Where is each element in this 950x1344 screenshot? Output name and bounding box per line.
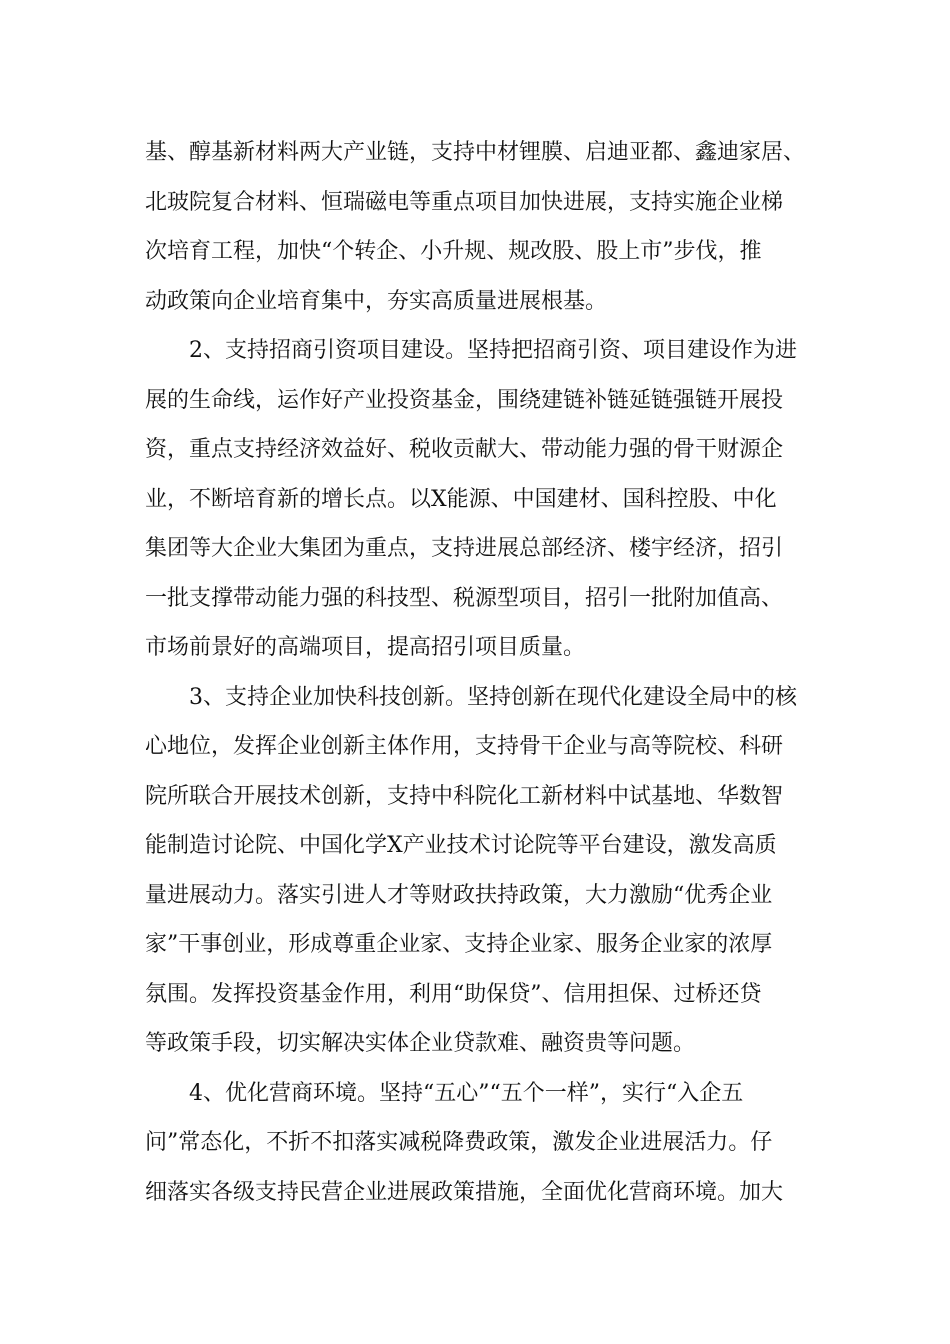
text-line: 一批支撑带动能力强的科技型、税源型项目，招引一批附加值高、	[145, 585, 784, 611]
text-line: 集团等大企业大集团为重点，支持进展总部经济、楼宇经济，招引	[145, 536, 784, 561]
text-line: 细落实各级支持民营企业进展政策措施，全面优化营商环境。加大	[145, 1179, 784, 1205]
text-line: 2、支持招商引资项目建设。坚持把招商引资、项目建设作为进	[189, 338, 797, 363]
text-line: 业，不断培育新的增长点。以X能源、中国建材、国科控股、中化	[145, 486, 777, 512]
text-line: 3、支持企业加快科技创新。坚持创新在现代化建设全局中的核	[189, 684, 797, 710]
text-line: 北玻院复合材料、恒瑞磁电等重点项目加快进展，支持实施企业梯	[145, 189, 784, 215]
text-line: 心地位，发挥企业创新主体作用，支持骨干企业与高等院校、科研	[145, 734, 784, 759]
text-line: 问”常态化，不折不扣落实减税降费政策，激发企业进展活力。仔	[145, 1130, 773, 1155]
text-line: 动政策向企业培育集中，夯实高质量进展根基。	[145, 288, 608, 314]
text-line: 氛围。发挥投资基金作用，利用“助保贷”、信用担保、过桥还贷	[145, 981, 762, 1007]
text-line: 基、醇基新材料两大产业链，支持中材锂膜、启迪亚都、鑫迪家居、	[145, 140, 806, 165]
body-text	[145, 128, 830, 1217]
text-line: 资，重点支持经济效益好、税收贡献大、带动能力强的骨干财源企	[145, 437, 784, 462]
text-line: 次培育工程，加快“个转企、小升规、规改股、股上市”步伐，推	[145, 239, 762, 264]
text-line: 能制造讨论院、中国化学X产业技术讨论院等平台建设，激发高质	[145, 833, 777, 858]
text-line: 院所联合开展技术创新，支持中科院化工新材料中试基地、华数智	[145, 783, 784, 809]
text-line: 展的生命线，运作好产业投资基金，围绕建链补链延链强链开展投	[145, 387, 784, 413]
text-line: 家”干事创业，形成尊重企业家、支持企业家、服务企业家的浓厚	[145, 932, 773, 957]
text-line: 量进展动力。落实引进人才等财政扶持政策，大力激励“优秀企业	[145, 882, 773, 908]
text-line: 等政策手段，切实解决实体企业贷款难、融资贵等问题。	[145, 1031, 696, 1056]
text-line: 4、优化营商环境。坚持“五心”“五个一样”，实行“入企五	[189, 1080, 744, 1106]
text-line: 市场前景好的高端项目，提高招引项目质量。	[145, 635, 586, 660]
